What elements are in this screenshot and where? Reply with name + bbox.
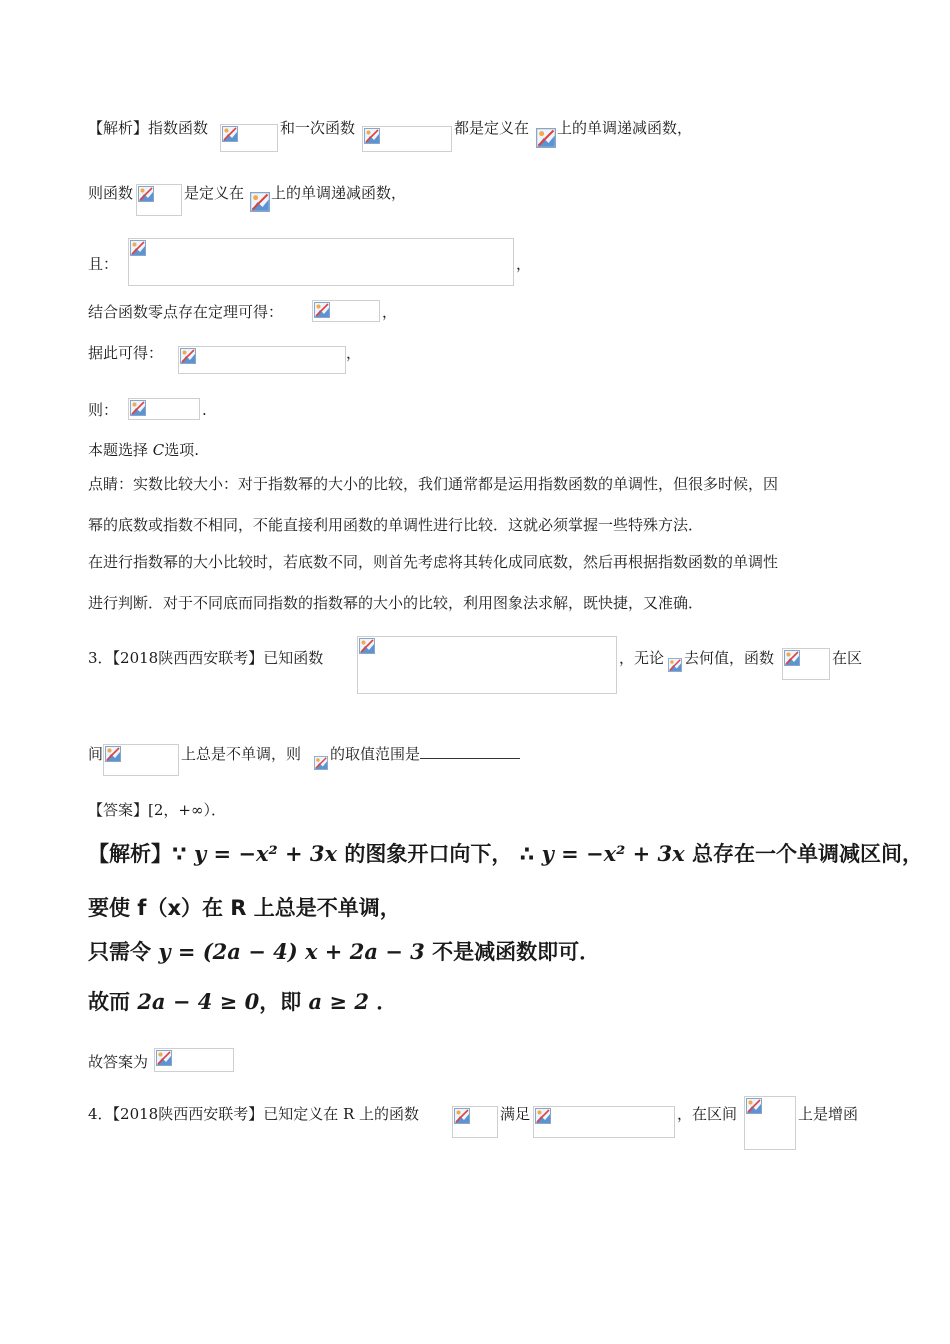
text bbox=[684, 648, 774, 668]
text bbox=[88, 183, 133, 203]
text bbox=[798, 1104, 858, 1124]
text: . bbox=[202, 401, 207, 419]
text bbox=[181, 744, 301, 764]
formula-image bbox=[128, 238, 514, 286]
broken-image-icon bbox=[138, 186, 154, 202]
text bbox=[557, 118, 692, 138]
formula-image bbox=[250, 192, 270, 212]
text: 去何值，函数 bbox=[684, 649, 775, 667]
text: 上是增函 bbox=[798, 1105, 859, 1123]
solution-line-1 bbox=[88, 840, 923, 868]
text: 间 bbox=[88, 745, 104, 763]
text bbox=[346, 343, 361, 363]
option-letter: C bbox=[152, 441, 165, 459]
formula-image bbox=[103, 744, 179, 776]
text: 上总是不单调，则 bbox=[181, 745, 302, 763]
text: 不是减函数即可． bbox=[424, 940, 601, 964]
formula-image bbox=[668, 656, 682, 676]
text: 总存在一个单调减区间， bbox=[684, 842, 923, 866]
broken-image-icon bbox=[535, 1108, 551, 1124]
text: 选项. bbox=[164, 441, 200, 459]
broken-image-icon bbox=[250, 192, 270, 212]
text: ，无论 bbox=[619, 649, 665, 667]
text: 结合函数零点存在定理可得： bbox=[88, 303, 284, 321]
formula-image bbox=[128, 398, 200, 420]
formula-image bbox=[314, 754, 328, 772]
note-line-2: 幂的底数或指数不相同，不能直接利用函数的单调性进行比较．这就必须掌握一些特殊方法． bbox=[88, 516, 704, 534]
text: 故而 bbox=[88, 990, 138, 1014]
text bbox=[88, 744, 103, 764]
broken-image-icon bbox=[454, 1108, 470, 1124]
math: y = −x² + 3x bbox=[541, 841, 685, 866]
question-4-text bbox=[88, 1104, 419, 1124]
text: ， bbox=[346, 344, 362, 362]
formula-image bbox=[452, 1106, 498, 1138]
choice-line bbox=[88, 440, 199, 460]
note-line-1: 点睛：实数比较大小：对于指数幂的大小的比较，我们通常都是运用指数函数的单调性，但很多时候，因 bbox=[88, 475, 779, 493]
formula-image bbox=[782, 648, 830, 680]
broken-image-icon bbox=[130, 400, 146, 416]
math: x + 2a − 3 bbox=[297, 939, 425, 964]
text: ，即 bbox=[259, 990, 309, 1014]
text bbox=[500, 1104, 530, 1124]
formula-image bbox=[312, 300, 380, 322]
broken-image-icon bbox=[668, 658, 682, 672]
text: 据此可得： bbox=[88, 344, 164, 362]
formula-image bbox=[220, 124, 278, 152]
text: 上的单调递减函数， bbox=[557, 119, 693, 137]
text: 且： bbox=[88, 255, 119, 273]
text: 的图象开口向下， ∴ bbox=[337, 842, 542, 866]
text bbox=[619, 648, 664, 668]
text bbox=[454, 118, 529, 138]
answer-blank bbox=[420, 744, 520, 759]
solution-line-4 bbox=[88, 988, 397, 1016]
text: ． bbox=[368, 990, 398, 1014]
text bbox=[202, 400, 207, 420]
text: 本题选择 bbox=[88, 441, 153, 459]
broken-image-icon bbox=[784, 650, 800, 666]
broken-image-icon bbox=[536, 128, 556, 148]
text: 【解析】指数函数 bbox=[88, 119, 209, 137]
broken-image-icon bbox=[156, 1050, 172, 1066]
note-line-3: 在进行指数幂的大小比较时，若底数不同，则首先考虑将其转化成同底数，然后再根据指数函数的单调性 bbox=[88, 553, 779, 571]
broken-image-icon bbox=[359, 638, 375, 654]
text: 则： bbox=[88, 401, 119, 419]
broken-image-icon bbox=[314, 756, 328, 770]
text bbox=[88, 254, 118, 274]
text bbox=[184, 183, 244, 203]
text: 3．【2018陕西西安联考】已知函数 bbox=[88, 649, 324, 667]
broken-image-icon bbox=[105, 746, 121, 762]
analysis-line-1 bbox=[88, 118, 208, 138]
formula-image bbox=[154, 1048, 234, 1072]
text: 【解析】∵ bbox=[88, 842, 194, 866]
formula-image bbox=[357, 636, 617, 694]
broken-image-icon bbox=[130, 240, 146, 256]
text bbox=[516, 254, 531, 274]
answer-line: 【答案】[2，+∞）． bbox=[88, 801, 226, 819]
broken-image-icon bbox=[364, 128, 380, 144]
text: 是定义在 bbox=[184, 184, 245, 202]
text bbox=[832, 648, 862, 668]
text: 只需令 bbox=[88, 940, 159, 964]
text bbox=[280, 118, 355, 138]
text: 都是定义在 bbox=[454, 119, 530, 137]
text bbox=[271, 183, 406, 203]
text: 和一次函数 bbox=[280, 119, 356, 137]
text: ， bbox=[516, 255, 532, 273]
final-answer-label: 故答案为 bbox=[88, 1053, 149, 1071]
math: y = (2a − 4) bbox=[158, 939, 298, 964]
text bbox=[88, 343, 163, 363]
text: ，在区间 bbox=[677, 1105, 738, 1123]
text bbox=[88, 302, 283, 322]
broken-image-icon bbox=[746, 1098, 762, 1114]
formula-image bbox=[178, 346, 346, 374]
question-3-text bbox=[88, 648, 323, 668]
formula-image bbox=[533, 1106, 675, 1138]
text bbox=[382, 302, 397, 322]
text: 上的单调递减函数， bbox=[271, 184, 407, 202]
math: a ≥ 2 bbox=[308, 989, 369, 1014]
broken-image-icon bbox=[314, 302, 330, 318]
text: 满足 bbox=[500, 1105, 531, 1123]
text: 则函数 bbox=[88, 184, 134, 202]
formula-image bbox=[136, 184, 182, 216]
note-line-4: 进行判断．对于不同底而同指数的指数幂的大小的比较，利用图象法求解，既快捷，又准确． bbox=[88, 594, 704, 612]
text bbox=[88, 400, 118, 420]
text: 在区 bbox=[832, 649, 863, 667]
broken-image-icon bbox=[222, 126, 238, 142]
text: 4．【2018陕西西安联考】已知定义在 R 上的函数 bbox=[88, 1105, 420, 1123]
text bbox=[677, 1104, 737, 1124]
text: ， bbox=[382, 303, 398, 321]
formula-image bbox=[744, 1096, 796, 1150]
solution-line-2: 要使 f（x）在 R 上总是不单调， bbox=[88, 896, 401, 920]
solution-line-3 bbox=[88, 938, 600, 966]
text bbox=[330, 744, 520, 764]
math: y = −x² + 3x bbox=[193, 841, 338, 866]
formula-image bbox=[536, 128, 556, 148]
broken-image-icon bbox=[180, 348, 196, 364]
formula-image bbox=[362, 126, 452, 152]
math: 2a − 4 ≥ 0 bbox=[137, 989, 260, 1014]
text: 的取值范围是 bbox=[330, 745, 421, 763]
